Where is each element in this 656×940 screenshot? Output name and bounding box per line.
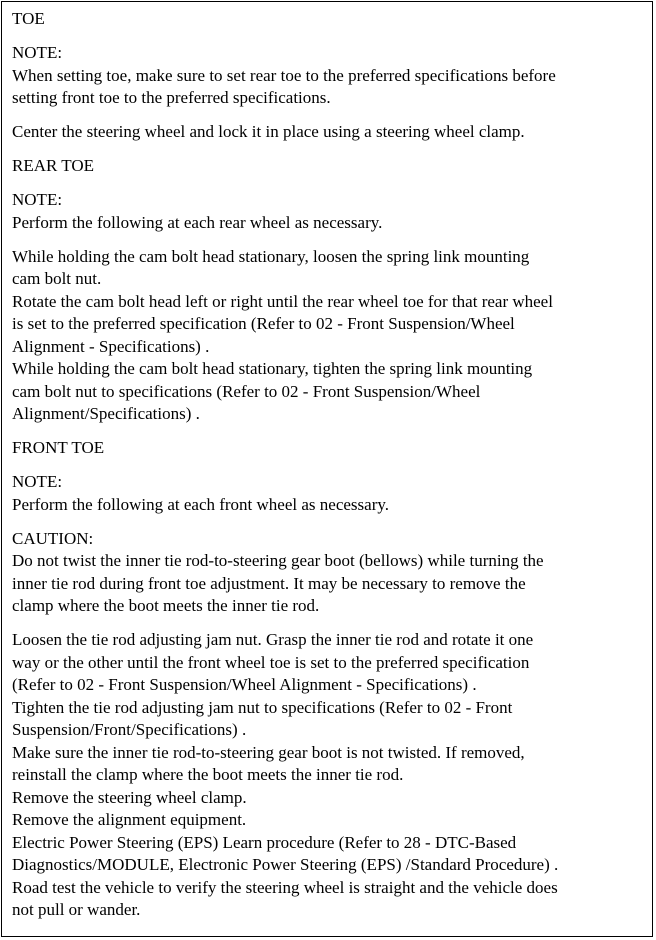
- rear-step-line: cam bolt nut.: [12, 269, 102, 288]
- front-step-line: Tighten the tie rod adjusting jam nut to specifications (Refer to 02 - Front: [12, 697, 513, 717]
- rear-step-line: is set to the preferred specification (Refer to 02 - Front Suspension/Wheel: [12, 314, 515, 333]
- note-label: NOTE:: [12, 43, 63, 62]
- rear-step-line: While holding the cam bolt head stationary, tighten the spring link mounting: [12, 359, 533, 378]
- caution-text-line: inner tie rod during front toe adjustment. It may be necessary to remove the: [12, 573, 526, 593]
- front-step-line: Make sure the inner tie rod-to-steering gear boot is not twisted. If removed,: [12, 742, 525, 762]
- note-text-line: Perform the following at each front wheel as necessary.: [12, 494, 390, 514]
- rear-step-line: While holding the cam bolt head stationary, loosen the spring link mounting: [12, 246, 530, 266]
- front-step-line: not pull or wander.: [12, 900, 141, 919]
- note-label: NOTE:: [12, 190, 63, 209]
- rear-step-line: Alignment/Specifications) .: [12, 404, 200, 423]
- note-text-line: When setting toe, make sure to set rear toe to the preferred specifications before: [12, 65, 556, 85]
- front-step-line: Diagnostics/MODULE, Electronic Power Steering (EPS) /Standard Procedure) .: [12, 855, 559, 874]
- front-step-line: (Refer to 02 - Front Suspension/Wheel Alignment - Specifications) .: [12, 675, 477, 694]
- front-step-line: Electric Power Steering (EPS) Learn procedure (Refer to 28 - DTC-Based: [12, 832, 517, 852]
- note-label: NOTE:: [12, 472, 63, 491]
- document-frame: [1, 1, 653, 937]
- front-step-line: Loosen the tie rod adjusting jam nut. Grasp the inner tie rod and rotate it one: [12, 630, 534, 649]
- note-text-line: setting front toe to the preferred specifications.: [12, 88, 331, 107]
- note-text-line: Perform the following at each rear wheel as necessary.: [12, 212, 383, 232]
- rear-step-line: Rotate the cam bolt head left or right until the rear wheel toe for that rear wheel: [12, 291, 553, 311]
- front-step-line: Remove the steering wheel clamp.: [12, 787, 247, 807]
- caution-text-line: Do not twist the inner tie rod-to-steering gear boot (bellows) while turning the: [12, 551, 544, 570]
- front-toe-heading: FRONT TOE: [12, 438, 105, 457]
- front-step-line: reinstall the clamp where the boot meets the inner tie rod.: [12, 765, 404, 784]
- caution-label: CAUTION:: [12, 528, 94, 548]
- front-step-line: way or the other until the front wheel toe is set to the preferred specification: [12, 652, 530, 672]
- front-step-line: Remove the alignment equipment.: [12, 810, 247, 829]
- rear-toe-heading: REAR TOE: [12, 156, 95, 175]
- center-steering-instruction: Center the steering wheel and lock it in place using a steering wheel clamp.: [12, 122, 525, 141]
- rear-step-line: cam bolt nut to specifications (Refer to 02 - Front Suspension/Wheel: [12, 381, 481, 401]
- toe-heading: TOE: [12, 9, 45, 28]
- rear-step-line: Alignment - Specifications) .: [12, 336, 210, 356]
- front-step-line: Road test the vehicle to verify the steering wheel is straight and the vehicle does: [12, 877, 558, 897]
- front-step-line: Suspension/Front/Specifications) .: [12, 720, 247, 739]
- caution-text-line: clamp where the boot meets the inner tie rod.: [12, 596, 320, 615]
